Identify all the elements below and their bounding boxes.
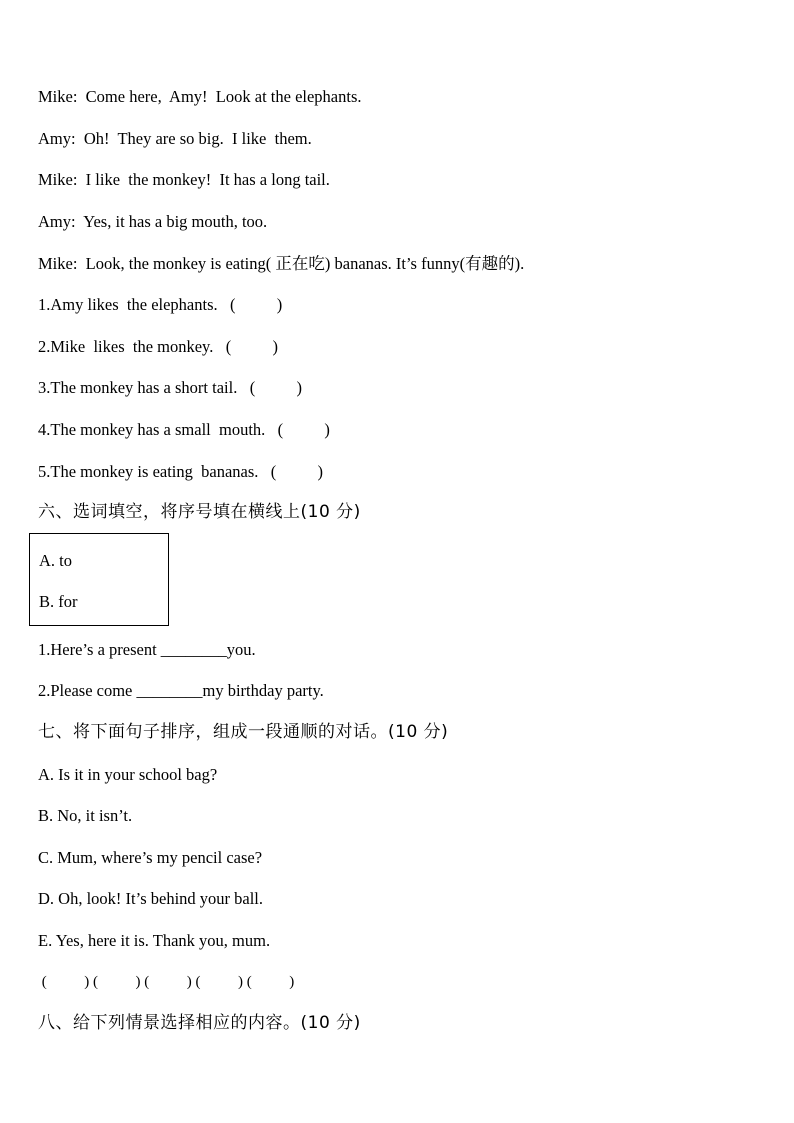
- ordering-sentence: B. No, it isn’t.: [38, 806, 133, 825]
- ordering-sentence: C. Mum, where’s my pencil case?: [38, 848, 263, 867]
- judge-item: 1.Amy likes the elephants. ( ): [38, 295, 283, 314]
- judge-item: 5.The monkey is eating bananas. ( ): [38, 462, 324, 481]
- section-eight-heading: 八、给下列情景选择相应的内容。(10 分): [38, 1013, 361, 1033]
- section-seven-heading: 七、将下面句子排序，组成一段通顺的对话。(10 分): [38, 722, 449, 742]
- fill-blank-item: 2.Please come ________my birthday party.: [38, 681, 324, 700]
- ordering-answer-row: ( ) ( ) ( ) ( ) ( ): [38, 974, 295, 990]
- judge-item: 4.The monkey has a small mouth. ( ): [38, 420, 330, 439]
- word-option: B. for: [39, 592, 78, 611]
- ordering-sentence: E. Yes, here it is. Thank you, mum.: [38, 931, 271, 950]
- dialogue-line: Mike: Come here, Amy! Look at the elephants.: [38, 87, 362, 106]
- judge-item: 3.The monkey has a short tail. ( ): [38, 378, 302, 397]
- dialogue-line: Amy: Yes, it has a big mouth, too.: [38, 212, 268, 231]
- dialogue-line: Mike: Look, the monkey is eating( 正在吃) bananas. It’s funny(有趣的).: [38, 254, 525, 273]
- dialogue-line: Amy: Oh! They are so big. I like them.: [38, 129, 312, 148]
- dialogue-line: Mike: I like the monkey! It has a long tail.: [38, 170, 330, 189]
- ordering-sentence: D. Oh, look! It’s behind your ball.: [38, 889, 264, 908]
- section-six-heading: 六、选词填空，将序号填在横线上(10 分): [38, 502, 361, 522]
- word-options-box: [29, 533, 169, 626]
- fill-blank-item: 1.Here’s a present ________you.: [38, 640, 256, 659]
- ordering-sentence: A. Is it in your school bag?: [38, 765, 218, 784]
- word-option: A. to: [39, 551, 72, 570]
- judge-item: 2.Mike likes the monkey. ( ): [38, 337, 278, 356]
